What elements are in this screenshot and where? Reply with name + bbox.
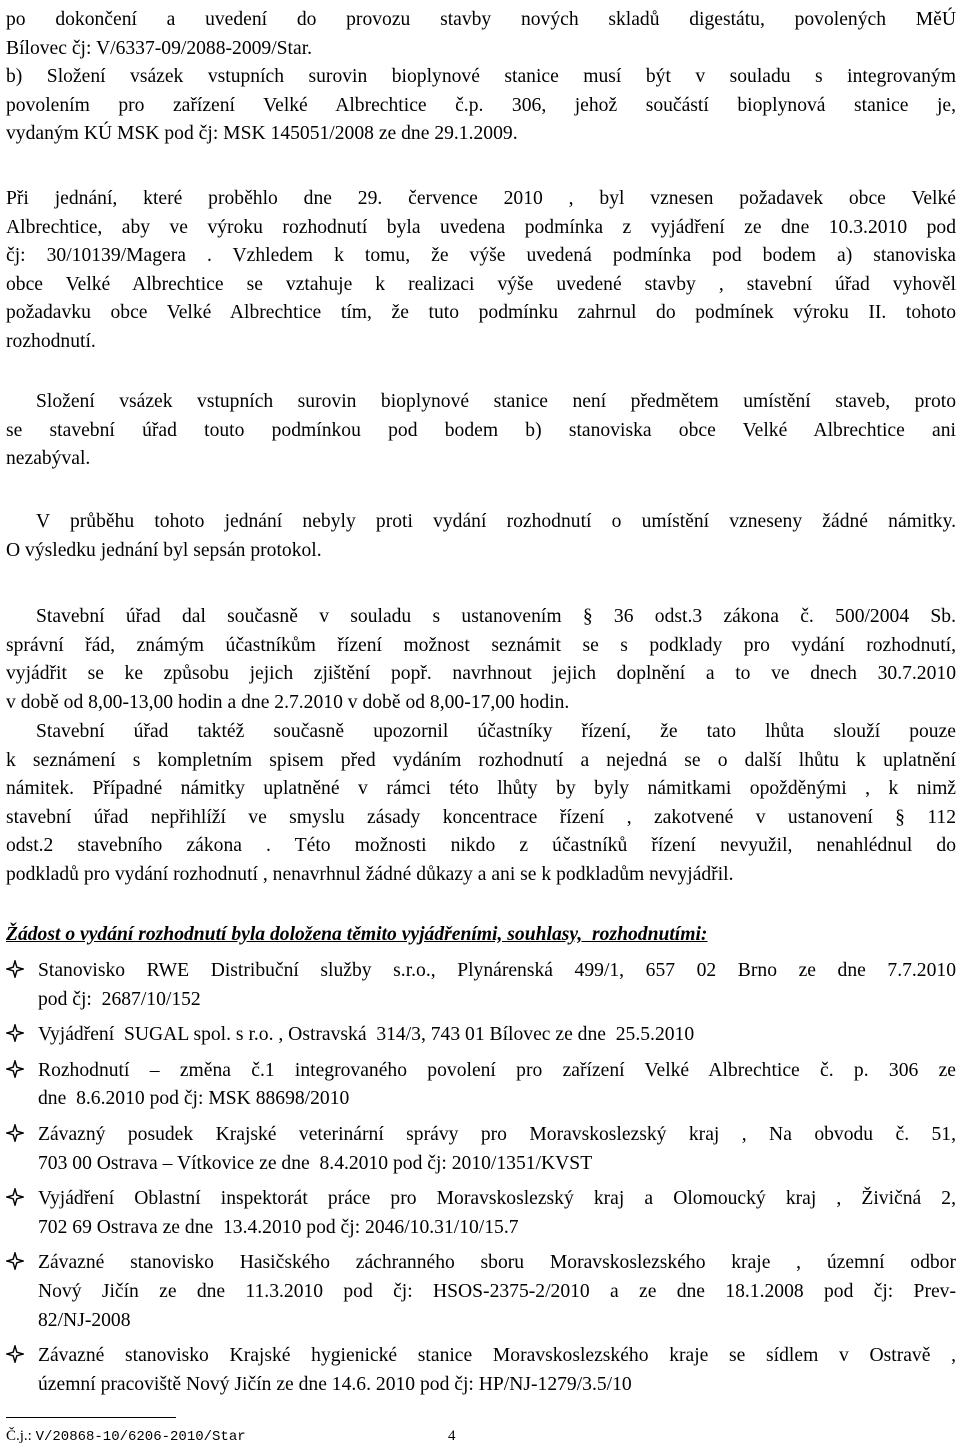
item-line: 702 69 Ostrava ze dne 13.4.2010 pod čj: 2046/10.31/10/15.7 — [38, 1216, 519, 1238]
diamond-bullet-icon — [6, 960, 24, 978]
text-line: k seznámení s kompletním spisem před vydáním rozhodnutí a nejedná se o další lhůtu k uplatnění — [6, 749, 956, 771]
section-heading — [6, 921, 956, 950]
text-line: povolením pro zařízení Velké Albrechtice č.p. 306, jehož součástí bioplynová stanice je, — [6, 94, 956, 116]
paragraph-4 — [6, 508, 956, 565]
text-line: Albrechtice, aby ve výroku rozhodnutí byla uvedena podmínka z vyjádření ze dne 10.3.2010 pod — [6, 216, 956, 238]
text-line: vyjádřit se ke způsobu jejich zjištění popř. navrhnout jejich doplnění a to ve dnech 30.7.2010 — [6, 663, 956, 685]
text-line: rozhodnutí. — [6, 330, 96, 352]
text-line: požadavku obce Velké Albrechtice tím, že tuto podmínku zahrnul do podmínek výroku II. tohoto — [6, 302, 956, 324]
item-line: Vyjádření Oblastní inspektorát práce pro Moravskoslezský kraj a Olomoucký kraj , Živičná 2, — [38, 1188, 956, 1210]
text-line: po dokončení a uvedení do provozu stavby nových skladů digestátu, povolených MěÚ — [6, 9, 956, 30]
footer-prefix: Č.j.: — [6, 1428, 36, 1444]
item-line: Rozhodnutí – změna č.1 integrovaného povolení pro zařízení Velké Albrechtice č. p. 306 ze — [38, 1059, 956, 1081]
text-line: v době od 8,00-13,00 hodin a dne 2.7.2010 v době od 8,00-17,00 hodin. — [6, 691, 570, 713]
item-line: 703 00 Ostrava – Vítkovice ze dne 8.4.2010 pod čj: 2010/1351/KVST — [38, 1152, 593, 1174]
item-line: Závazný posudek Krajské veterinární správy pro Moravskoslezský kraj , Na obvodu č. 51, — [38, 1123, 956, 1145]
text-line: správní řád, známým účastníkům řízení možnost seznámit se s podklady pro vydání rozhodnutí, — [6, 634, 956, 656]
file-reference: V/20868-10/6206-2010/Star — [35, 1429, 246, 1445]
diamond-bullet-icon — [6, 1252, 24, 1270]
diamond-bullet-icon — [6, 1060, 24, 1078]
list-item — [6, 1342, 956, 1399]
paragraph-6 — [6, 718, 956, 890]
text-line: vydaným KÚ MSK pod čj: MSK 145051/2008 ze dne 29.1.2009. — [6, 123, 518, 145]
text-line: O výsledku jednání byl sepsán protokol. — [6, 539, 322, 561]
item-line: Vyjádření SUGAL spol. s r.o. , Ostravská 314/3, 743 01 Bílovec ze dne 25.5.2010 — [38, 1024, 695, 1046]
text-line: V průběhu tohoto jednání nebyly proti vydání rozhodnutí o umístění vzneseny žádné námitky. — [36, 511, 956, 532]
list-item — [6, 1185, 956, 1242]
list-item — [6, 1121, 956, 1178]
paragraph-5 — [6, 603, 956, 717]
list-item — [6, 1057, 956, 1114]
text-line: Stavební úřad taktéž současně upozornil účastníky řízení, že tato lhůta slouží pouze — [36, 721, 956, 742]
list-item — [6, 1021, 956, 1050]
page-number: 4 — [448, 1428, 456, 1444]
footer-divider — [6, 1417, 176, 1418]
diamond-bullet-icon — [6, 1124, 24, 1142]
text-line: obce Velké Albrechtice se vztahuje k realizaci výše uvedené stavby , stavební úřad vyhověl — [6, 273, 956, 295]
text-line: se stavební úřad touto podmínkou pod bodem b) stanoviska obce Velké Albrechtice ani — [6, 419, 956, 441]
text-line: Stavební úřad dal současně v souladu s ustanovením § 36 odst.3 zákona č. 500/2004 Sb. — [36, 606, 956, 627]
text-line: b) Složení vsázek vstupních surovin bioplynové stanice musí být v souladu s integrovaným — [6, 66, 956, 88]
item-line: Závazné stanovisko Hasičského záchranného sboru Moravskoslezského kraje , územní odbor — [38, 1252, 956, 1274]
list-item — [6, 1249, 956, 1335]
item-line: pod čj: 2687/10/152 — [38, 988, 201, 1010]
text-line: odst.2 stavebního zákona . Této možnosti nikdo z účastníků řízení nevyužil, nenahlédnul do — [6, 835, 956, 857]
text-line: Složení vsázek vstupních surovin bioplynové stanice není předmětem umístění staveb, proto — [36, 391, 956, 412]
text-line: nezabýval. — [6, 448, 91, 470]
attachments-list — [6, 957, 956, 1406]
diamond-bullet-icon — [6, 1024, 24, 1042]
paragraph-1 — [6, 6, 956, 149]
page-footer — [6, 1422, 956, 1452]
text-line: Při jednání, které proběhlo dne 29. července 2010 , byl vznesen požadavek obce Velké — [6, 188, 956, 209]
text-line: čj: 30/10139/Magera . Vzhledem k tomu, že výše uvedená podmínka pod bodem a) stanoviska — [6, 245, 956, 267]
item-line: 82/NJ-2008 — [38, 1309, 131, 1331]
paragraph-3 — [6, 388, 956, 474]
paragraph-2 — [6, 185, 956, 357]
text-line: Bílovec čj: V/6337-09/2088-2009/Star. — [6, 37, 313, 59]
item-line: Závazné stanovisko Krajské hygienické stanice Moravskoslezského kraje se sídlem v Ostravě , — [38, 1345, 956, 1367]
list-item — [6, 957, 956, 1014]
item-line: územní pracoviště Nový Jičín ze dne 14.6. 2010 pod čj: HP/NJ-1279/3.5/10 — [38, 1373, 632, 1395]
diamond-bullet-icon — [6, 1345, 24, 1363]
text-line: námitek. Případné námitky uplatněné v rámci této lhůty by byly námitkami opožděnými , k nimž — [6, 778, 956, 800]
item-line: Stanovisko RWE Distribuční služby s.r.o., Plynárenská 499/1, 657 02 Brno ze dne 7.7.2010 — [38, 960, 956, 981]
text-line: podkladů pro vydání rozhodnutí , nenavrhnul žádné důkazy a ani se k podkladům nevyjádřil. — [6, 863, 734, 885]
diamond-bullet-icon — [6, 1188, 24, 1206]
item-line: dne 8.6.2010 pod čj: MSK 88698/2010 — [38, 1088, 350, 1110]
item-line: Nový Jičín ze dne 11.3.2010 pod čj: HSOS-2375-2/2010 a ze dne 18.1.2008 pod čj: Prev- — [38, 1280, 956, 1302]
heading-text: Žádost o vydání rozhodnutí byla doložena těmito vyjádřeními, souhlasy, rozhodnutími: — [6, 924, 708, 945]
text-line: stavební úřad nepřihlíží ve smyslu zásady koncentrace řízení , zakotvené v ustanovení § 112 — [6, 806, 956, 828]
